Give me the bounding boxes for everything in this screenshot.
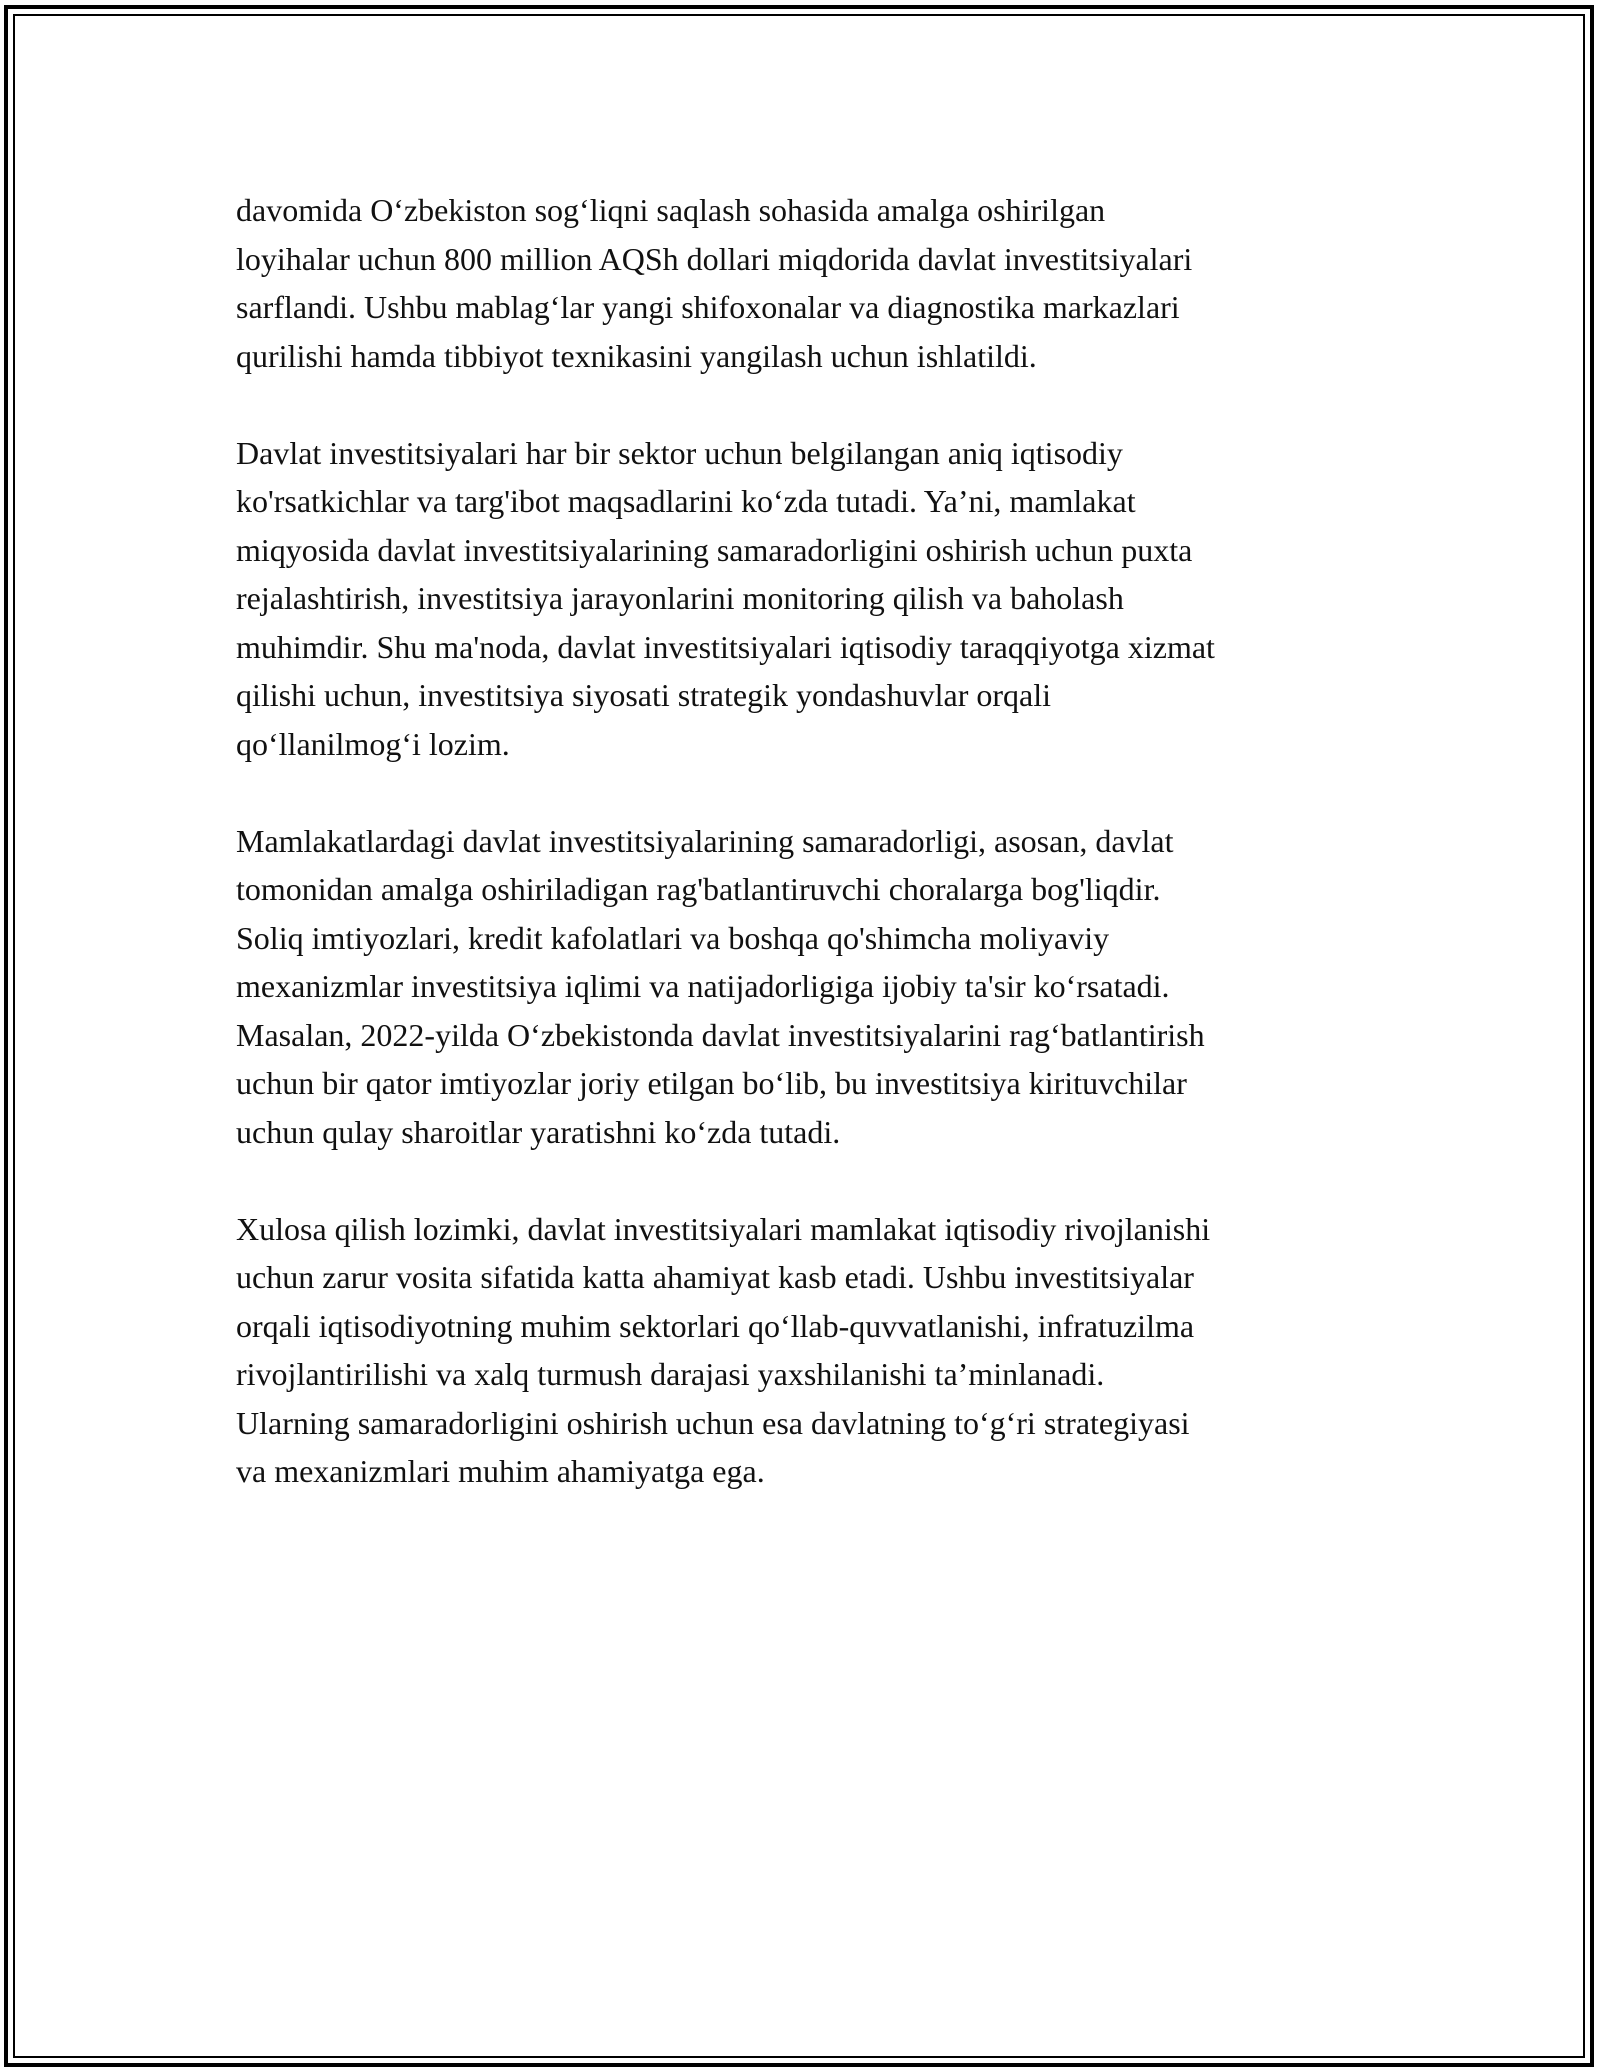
paragraph-2: Davlat investitsiyalari har bir sektor uchun belgilangan aniq iqtisodiy ko'rsatkichlar va targ'ibot maqsadlarini ko‘zda tutadi. Ya’ni, mamlakat miqyosida davlat investitsiyalarining samaradorligini oshirish uchun puxta rejalashtirish, investitsiya jarayonlarini monitoring qilish va baholash muhimdir. Shu ma'noda, davlat investitsiyalari iqtisodiy taraqqiyotga xizmat qilishi uchun, investitsiya siyosati strategik yondashuvlar orqali qo‘llanilmog‘i lozim. [236, 434, 1215, 762]
document-body [236, 186, 1376, 1544]
paragraph-3: Mamlakatlardagi davlat investitsiyalarining samaradorligi, asosan, davlat tomonidan amalga oshiriladigan rag'batlantiruvchi choralarga bog'liqdir. Soliq imtiyozlari, kredit kafolatlari va boshqa qo'shimcha moliyaviy mexanizmlar investitsiya iqlimi va natijadorligiga ijobiy ta'sir ko‘rsatadi. Masalan, 2022-yilda O‘zbekistonda davlat investitsiyalarini rag‘batlantirish uchun bir qator imtiyozlar joriy etilgan bo‘lib, bu investitsiya kirituvchilar uchun qulay sharoitlar yaratishni ko‘zda tutadi. [236, 822, 1205, 1150]
paragraph-4: Xulosa qilish lozimki, davlat investitsiyalari mamlakat iqtisodiy rivojlanishi uchun zarur vosita sifatida katta ahamiyat kasb etadi. Ushbu investitsiyalar orqali iqtisodiyotning muhim sektorlari qo‘llab-quvvatlanishi, infratuzilma rivojlantirilishi va xalq turmush darajasi yaxshilanishi ta’minlanadi. Ularning samaradorligini oshirish uchun esa davlatning to‘g‘ri strategiyasi va mexanizmlari muhim ahamiyatga ega. [236, 1210, 1211, 1489]
paragraph-1: davomida O‘zbekiston sog‘liqni saqlash sohasida amalga oshirilgan loyihalar uchun 800 million AQSh dollari miqdorida davlat investitsiyalari sarflandi. Ushbu mablag‘lar yangi shifoxonalar va diagnostika markazlari qurilishi hamda tibbiyot texnikasini yangilash uchun ishlatildi. [236, 192, 1193, 374]
